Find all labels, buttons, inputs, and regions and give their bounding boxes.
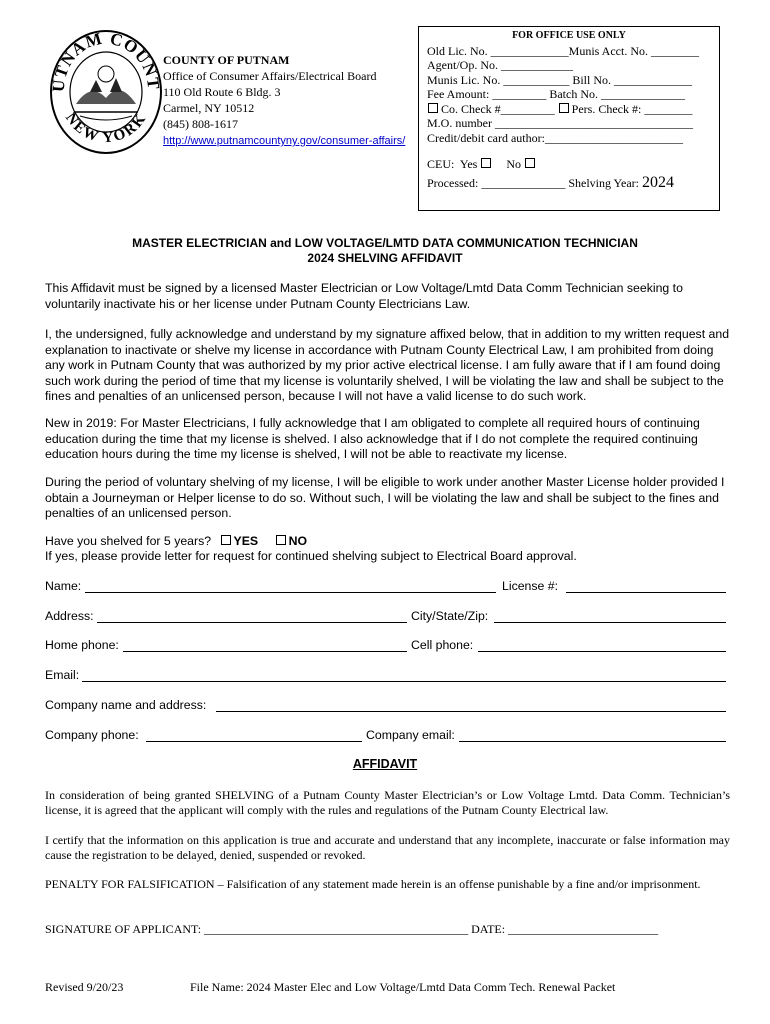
- office-row-credit: Credit/debit card author:_______________________: [427, 130, 683, 145]
- shelved-note: If yes, please provide letter for request for continued shelving subject to Electrical Board approval.: [45, 549, 577, 563]
- address-label: Address:: [45, 609, 94, 623]
- office-row-agent: Agent/Op. No. ____________: [427, 58, 573, 72]
- office-row-old-lic: Old Lic. No. _____________Munis Acct. No. ________: [427, 43, 699, 58]
- email-label: Email:: [45, 668, 80, 682]
- office-use-box: [418, 26, 720, 211]
- company-email-field[interactable]: [459, 728, 726, 742]
- revised-date: Revised 9/20/23: [45, 980, 124, 994]
- shelved-question: Have you shelved for 5 years? YES NO: [45, 534, 308, 548]
- website-link[interactable]: http://www.putnamcountyny.gov/consumer-affairs/: [163, 135, 406, 147]
- company-name-field[interactable]: [216, 698, 726, 712]
- office-name: Office of Consumer Affairs/Electrical Board: [163, 69, 377, 83]
- name-field[interactable]: [85, 579, 496, 593]
- affidavit-certify: I certify that the information on this application is true and accurate and understand that any incomplete, inaccurate or false information may cause the registration to be delayed, denied, suspended or revoked.: [45, 833, 730, 862]
- affidavit-penalty: PENALTY FOR FALSIFICATION – Falsification of any statement made herein is an offense punishable by a fine and/or imprisonment.: [45, 877, 701, 891]
- address-field[interactable]: [97, 609, 407, 623]
- name-label: Name:: [45, 579, 82, 593]
- city-label: City/State/Zip:: [411, 609, 489, 623]
- affidavit-heading: AFFIDAVIT: [352, 757, 418, 771]
- city-field[interactable]: [494, 609, 726, 623]
- company-phone-label: Company phone:: [45, 728, 139, 742]
- intro-paragraph: This Affidavit must be signed by a licensed Master Electrician or Low Voltage/Lmtd Data Comm Technician seeking to voluntarily inactivate his or her license under Putnam County Electricians Law.: [45, 281, 683, 311]
- county-address-block: [163, 52, 405, 149]
- shelving-year: 2024: [642, 173, 674, 191]
- office-row-fee: Fee Amount: _________ Batch No. ______________: [427, 87, 685, 101]
- pers-check-checkbox[interactable]: [559, 103, 569, 113]
- office-row-processed: Processed: ______________ Shelving Year: 2024: [427, 173, 674, 191]
- city-address: Carmel, NY 10512: [163, 101, 255, 115]
- file-name: File Name: 2024 Master Elec and Low Voltage/Lmtd Data Comm Tech. Renewal Packet: [190, 980, 616, 994]
- home-phone-label: Home phone:: [45, 638, 119, 652]
- home-phone-field[interactable]: [123, 638, 407, 652]
- cell-phone-label: Cell phone:: [411, 638, 474, 652]
- ceu-no-checkbox[interactable]: [525, 158, 535, 168]
- office-use-title: FOR OFFICE USE ONLY: [512, 30, 626, 41]
- office-row-mo: M.O. number _________________________________: [427, 116, 693, 130]
- ceu-yes-checkbox[interactable]: [481, 158, 491, 168]
- office-row-checks: Co. Check #_________ Pers. Check #: ________: [427, 102, 719, 117]
- acknowledgement-paragraph: I, the undersigned, fully acknowledge and understand by my signature affixed below, that in addition to my written request and explanation to inactivate or shelve my license in accordance with Putnam County Electrical Law, I am prohibited from doing any work in Putnam County that was authorized by my prior active electrical license. I am fully aware that if I am found doing such work during the period of time that my license is voluntarily shelved, I will be violating the law and shall be subject to the fines and penalties of an unlicensed person, because I will not have a valid license to do such work.: [45, 327, 730, 403]
- signature-line[interactable]: SIGNATURE OF APPLICANT: ____________________________________________ DATE: _________________________: [45, 922, 659, 936]
- education-paragraph: New in 2019: For Master Electricians, I fully acknowledge that I am obligated to complete all required hours of continuing education during the time that my license is shelved. I also acknowledge that if I do not complete the required continuing education hours during the time my license is shelved, I will not be able to reactivate my license.: [45, 416, 700, 461]
- shelved-yes-checkbox[interactable]: [221, 535, 231, 545]
- company-phone-field[interactable]: [146, 728, 362, 742]
- svg-text:NEW YORK: NEW YORK: [61, 110, 151, 147]
- street-address: 110 Old Route 6 Bldg. 3: [163, 85, 281, 99]
- eligibility-paragraph: During the period of voluntary shelving of my license, I will be eligible to work under another Master License holder provided I obtain a Journeyman or Helper license to do so. Without such, I will be violating the law and shall be subject to the fines and penalties of an unlicensed person.: [45, 475, 725, 520]
- county-name: COUNTY OF PUTNAM: [163, 53, 290, 67]
- svg-text:PUTNAM COUNTY: UTNAM COUNT: [48, 28, 162, 93]
- office-row-ceu: CEU: Yes No: [427, 157, 719, 172]
- company-email-label: Company email:: [366, 728, 455, 742]
- license-field[interactable]: [566, 579, 726, 593]
- co-check-checkbox[interactable]: [428, 103, 438, 113]
- cell-phone-field[interactable]: [478, 638, 726, 652]
- phone-number: (845) 808-1617: [163, 117, 238, 131]
- affidavit-consideration: In consideration of being granted SHELVING of a Putnam County Master Electrician’s or Low Voltage Lmtd. Data Comm. Technician’s license, it is agreed that the applicant will comply with the rules and regulations of the Putnam County Electrical law.: [45, 788, 730, 817]
- company-name-label: Company name and address:: [45, 698, 207, 712]
- shelved-no-checkbox[interactable]: [276, 535, 286, 545]
- document-title: MASTER ELECTRICIAN and LOW VOLTAGE/LMTD DATA COMMUNICATION TECHNICIAN 2024 SHELVING AFFIDAVIT: [132, 236, 638, 265]
- office-row-munis-lic: Munis Lic. No. ___________ Bill No. _____________: [427, 72, 693, 87]
- email-field[interactable]: [82, 668, 726, 682]
- license-label: License #:: [502, 579, 559, 593]
- county-seal-logo: [46, 12, 162, 154]
